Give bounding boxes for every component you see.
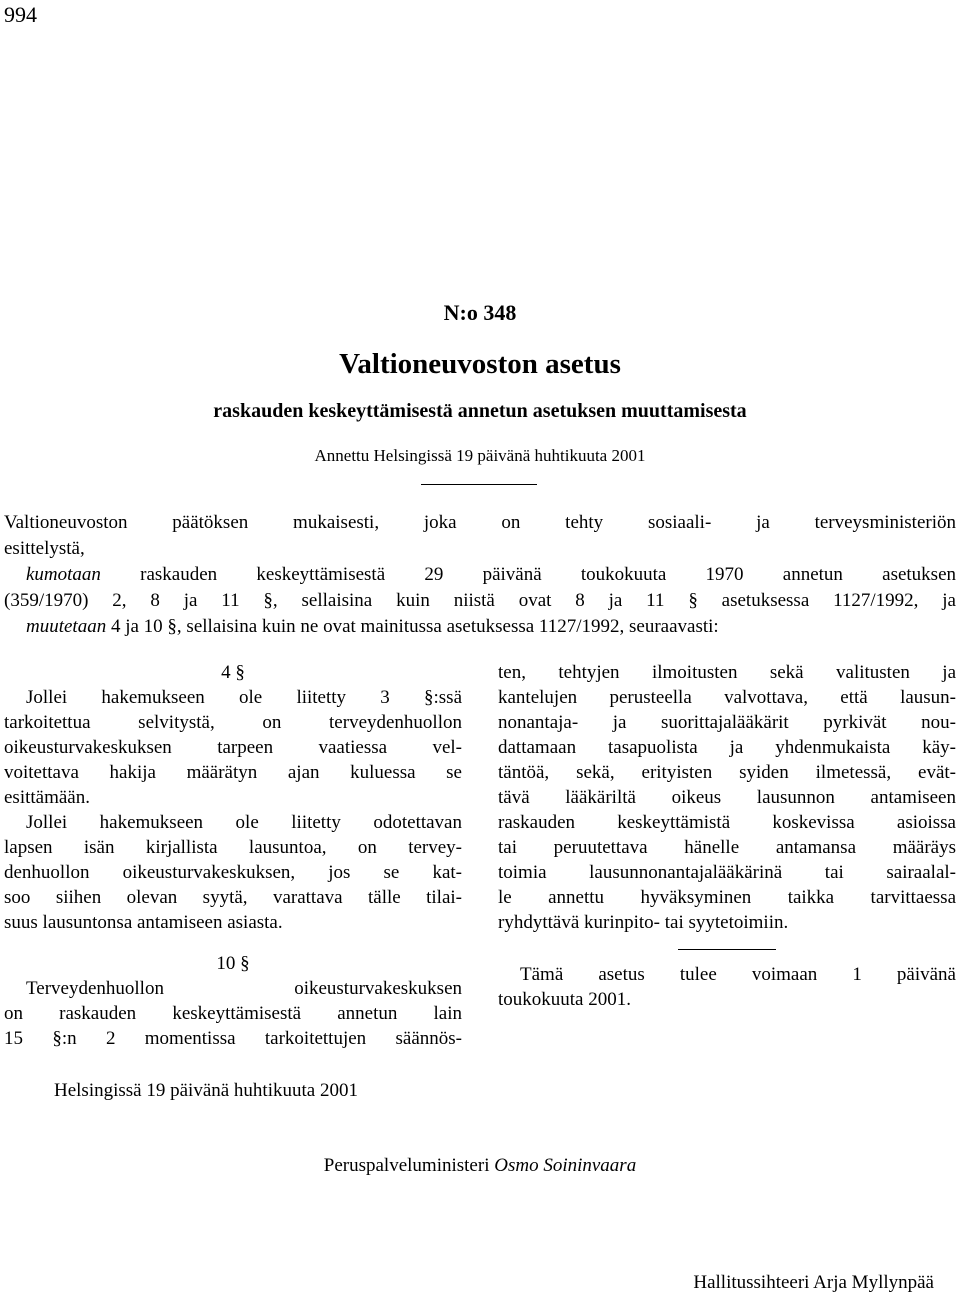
preamble <box>4 510 956 640</box>
text-line: tai peruutettava hänelle antamansa määräys <box>498 837 956 858</box>
text-line: ten, tehtyjen ilmoitusten sekä valitusten ja <box>498 662 956 683</box>
preamble-amend <box>4 614 956 640</box>
text-line: lapsen isän kirjallista lausuntoa, on tervey- <box>4 837 462 858</box>
right-column <box>498 660 956 1012</box>
entry-divider <box>678 949 776 950</box>
secretary-signature: Hallitussihteeri Arja Myllynpää <box>693 1272 934 1293</box>
document-title: Valtioneuvoston asetus <box>339 348 621 380</box>
preamble-line: Valtioneuvoston päätöksen mukaisesti, joka on tehty sosiaali- ja terveysministeriön <box>4 512 956 533</box>
entry-into-force: Tämä asetus tulee voimaan 1 päivänä <box>520 964 956 985</box>
section-4-heading: 4 § <box>221 662 245 683</box>
text-line: le annettu hyväksyminen taikka tarvittaessa <box>498 887 956 908</box>
left-column <box>4 660 462 1051</box>
title-divider <box>421 484 537 485</box>
preamble-repeal <box>4 562 956 588</box>
preamble-line: (359/1970) 2, 8 ja 11 §, sellaisina kuin niistä ovat 8 ja 11 § asetuksessa 1127/1992, ja <box>4 590 956 611</box>
minister-title: Peruspalveluministeri <box>323 1155 490 1176</box>
text-line: raskauden keskeyttämistä koskevissa asioissa <box>498 812 956 833</box>
amend-keyword: muutetaan <box>26 616 107 637</box>
text-line: Jollei hakemukseen ole liitetty 3 §:ssä <box>26 687 462 708</box>
text-line: on raskauden keskeyttämisestä annetun lain <box>4 1003 462 1024</box>
text-line: toimia lausunnonantajalääkärinä tai sairaalal- <box>498 862 956 883</box>
law-number: N:o 348 <box>443 300 517 325</box>
amend-text: 4 ja 10 §, sellaisina kuin ne ovat mainitussa asetuksessa 1127/1992, seuraavasti: <box>110 616 719 637</box>
signing-place-date: Helsingissä 19 päivänä huhtikuuta 2001 <box>54 1080 358 1101</box>
preamble-line: esittelystä, <box>4 538 85 559</box>
issued-date: Annettu Helsingissä 19 päivänä huhtikuuta 2001 <box>314 446 646 465</box>
entry-into-force-date: toukokuuta 2001. <box>498 989 631 1010</box>
text-line: esittämään. <box>4 787 90 808</box>
text-line: 15 §:n 2 momentissa tarkoitettujen säännös- <box>4 1028 462 1049</box>
minister-signature <box>0 1155 960 1177</box>
document-subtitle: raskauden keskeyttämisestä annetun asetuksen muuttamisesta <box>213 400 747 422</box>
text-line: Jollei hakemukseen ole liitetty odotettavan <box>26 812 462 833</box>
text-line: ryhdyttävä kurinpito- tai syytetoimiin. <box>498 912 789 933</box>
repeal-keyword: kumotaan <box>26 564 101 585</box>
repeal-text: raskauden keskeyttämisestä 29 päivänä toukokuuta 1970 annetun asetuksen <box>140 564 957 585</box>
text-line: täntöä, sekä, erityisten syiden ilmetessä, evät- <box>498 762 956 783</box>
text-line: tävä lääkäriltä oikeus lausunnon antamiseen <box>498 787 956 808</box>
text-line: denhuollon oikeusturvakeskuksen, jos se kat- <box>4 862 462 883</box>
text-line: kantelujen perusteella valvottava, että lausun- <box>498 687 956 708</box>
section-10-heading: 10 § <box>216 953 250 974</box>
text-line: soo siihen olevan syytä, varattava tälle tilai- <box>4 887 462 908</box>
text-line: Terveydenhuollon oikeusturvakeskuksen <box>26 978 462 999</box>
page-number: 994 <box>4 2 37 27</box>
text-line: oikeusturvakeskuksen tarpeen vaatiessa vel- <box>4 737 462 758</box>
text-line: nonantaja- ja suorittajalääkärit pyrkivät nou- <box>498 712 956 733</box>
minister-name: Osmo Soininvaara <box>494 1155 637 1176</box>
text-line: suus lausuntonsa antamiseen asiasta. <box>4 912 283 933</box>
text-line: tarkoitettua selvitystä, on terveydenhuollon <box>4 712 462 733</box>
text-line: voitettava hakija määrätyn ajan kuluessa se <box>4 762 462 783</box>
text-line: dattamaan tasapuolista ja yhdenmukaista käy- <box>498 737 956 758</box>
